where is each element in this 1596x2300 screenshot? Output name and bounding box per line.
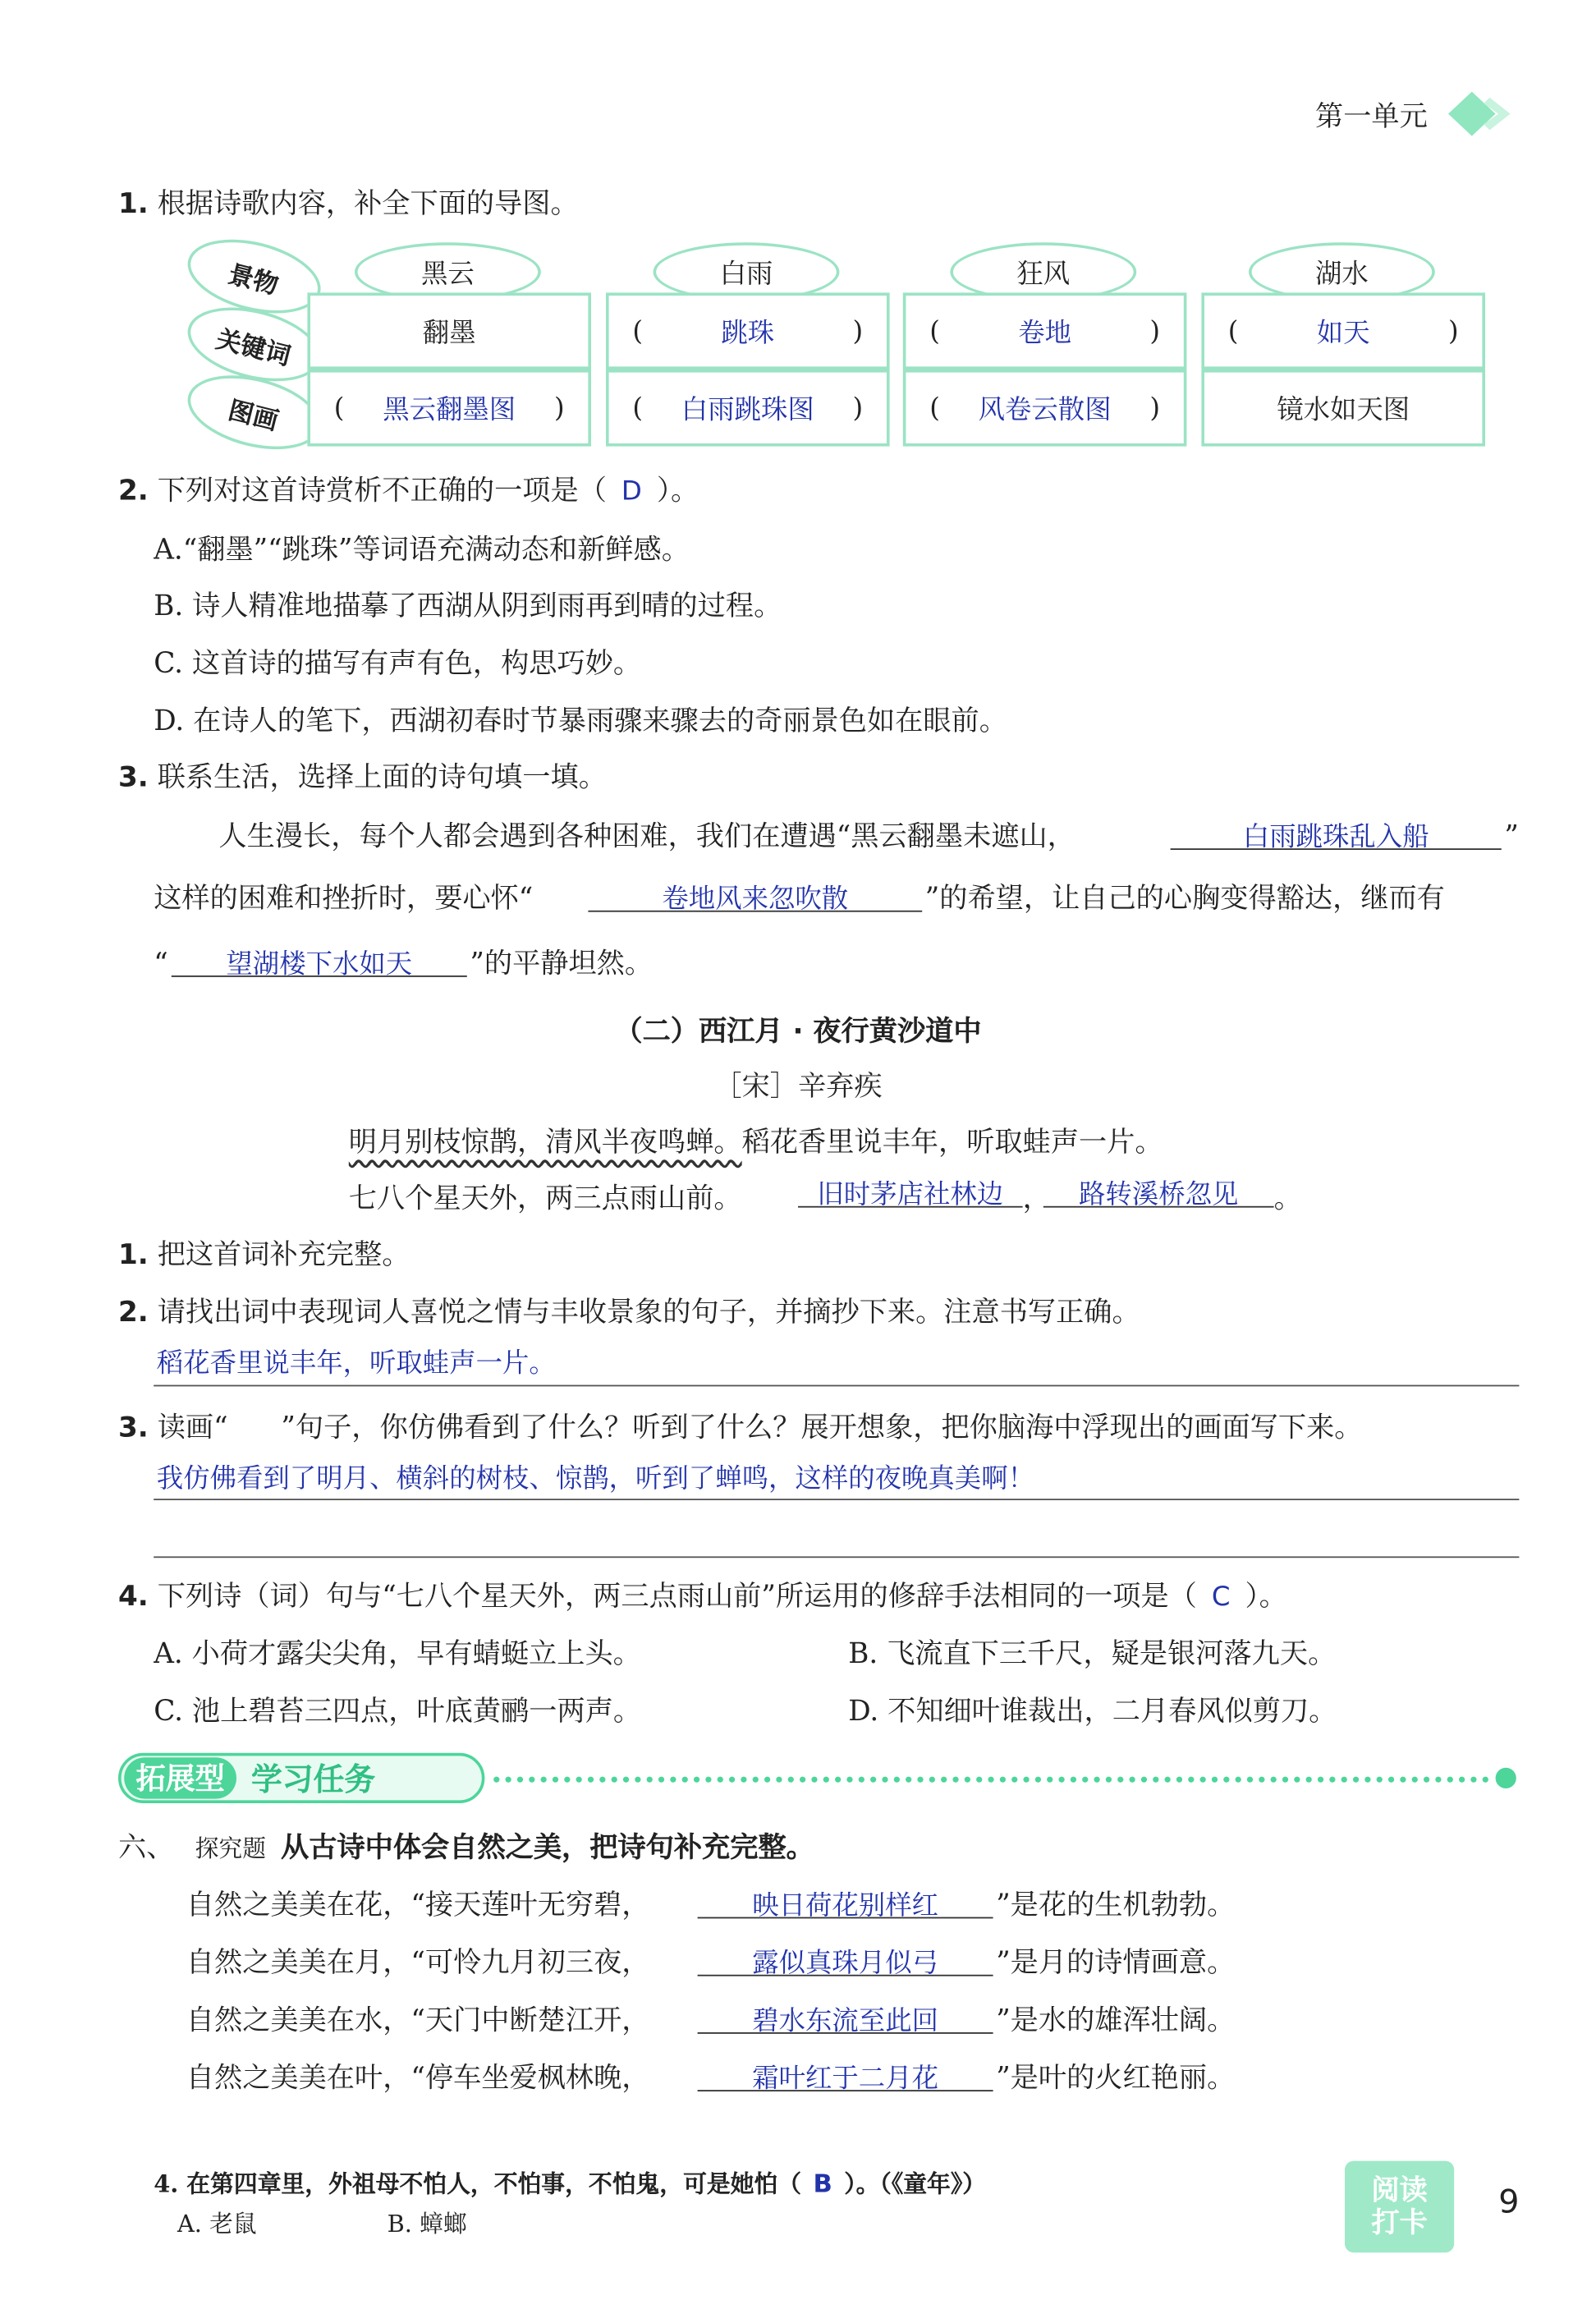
q3-prompt: 3. 联系生活，选择上面的诗句填一填。 bbox=[118, 761, 607, 794]
poem-blank-2: 路转溪桥忽见 bbox=[1043, 1173, 1274, 1207]
q2-prompt: 2. 下列对这首诗赏析不正确的一项是（ D ）。 bbox=[118, 474, 699, 507]
poem-line-1b: 稻花香里说丰年，听取蛙声一片。 bbox=[741, 1126, 1163, 1159]
poem-comma: ， bbox=[1022, 1182, 1051, 1215]
s2-q2-answer: 稻花香里说丰年，听取蛙声一片。 bbox=[156, 1347, 556, 1380]
map-label-scenery: 景物 bbox=[180, 227, 328, 325]
q1-prompt: 1. 根据诗歌内容，补全下面的导图。 bbox=[118, 187, 579, 221]
s6-row-4-pre: 自然之美美在叶，“停车坐爱枫林晚， bbox=[186, 2062, 650, 2095]
q3-blank-2: 卷地风来忽吹散 bbox=[588, 878, 922, 911]
diamond-icon bbox=[1445, 89, 1522, 139]
q3-quote-open: “ bbox=[154, 947, 168, 980]
map-picture-3: ( 风卷云散图 ) bbox=[903, 370, 1187, 447]
page-number: 9 bbox=[1498, 2184, 1520, 2222]
answer-picture-2: 白雨跳珠图 bbox=[681, 394, 814, 426]
footer-answer: B bbox=[813, 2169, 832, 2200]
s6-row-2-post: ”是月的诗情画意。 bbox=[996, 1946, 1236, 1980]
s6-blank-3: 碧水东流至此回 bbox=[698, 1999, 993, 2033]
footer-question: 4. 在第四章里，外祖母不怕人，不怕事，不怕鬼，可是她怕（ B ）。（《童年》） bbox=[154, 2169, 987, 2200]
map-keyword-1: 翻墨 bbox=[307, 292, 591, 370]
s2-q3-prompt: 3. 读画“ ”句子，你仿佛看到了什么？听到了什么？展开想象，把你脑海中浮现出的画面写下来。 bbox=[118, 1412, 1363, 1444]
task-tag: 拓展型 bbox=[124, 1757, 236, 1798]
divider-dot bbox=[1496, 1768, 1516, 1788]
poem-line-1 bbox=[349, 1120, 1163, 1160]
answer-line bbox=[154, 1556, 1519, 1558]
footer-option-a: A. 老鼠 bbox=[177, 2210, 257, 2238]
answer-picture-1: 黑云翻墨图 bbox=[383, 394, 516, 426]
q3-blank-3: 望湖楼下水如天 bbox=[172, 943, 467, 976]
s6-row-1-post: ”是花的生机勃勃。 bbox=[996, 1889, 1236, 1921]
s2-q1-prompt: 1. 把这首词补充完整。 bbox=[118, 1238, 410, 1271]
answer-keyword-2: 跳珠 bbox=[721, 318, 775, 349]
map-label-picture: 图画 bbox=[180, 363, 328, 461]
s6-prompt: 六、 探究题 从古诗中体会自然之美，把诗句补充完整。 bbox=[118, 1831, 814, 1864]
unit-title: 第一单元 bbox=[1315, 100, 1428, 133]
s2-q4-answer: C bbox=[1211, 1582, 1231, 1613]
q2-option-c: C. 这首诗的描写有声有色，构思巧妙。 bbox=[154, 647, 642, 680]
map-picture-1: ( 黑云翻墨图 ) bbox=[307, 370, 591, 447]
answer-keyword-3: 卷地 bbox=[1018, 318, 1071, 349]
map-keyword-3: ( 卷地 ) bbox=[903, 292, 1187, 370]
answer-picture-3: 风卷云散图 bbox=[978, 394, 1112, 426]
s6-row-3-post: ”是水的雄浑壮阔。 bbox=[996, 2004, 1236, 2037]
dotted-divider bbox=[493, 1777, 1489, 1783]
s6-blank-2: 露似真珠月似弓 bbox=[698, 1942, 993, 1976]
s6-blank-1: 映日荷花别样红 bbox=[698, 1885, 993, 1918]
s6-row-3-pre: 自然之美美在水，“天门中断楚江开， bbox=[186, 2004, 650, 2037]
map-picture-2: ( 白雨跳珠图 ) bbox=[606, 370, 890, 447]
task-banner bbox=[118, 1753, 484, 1803]
q3-quote-close: ” bbox=[1504, 820, 1519, 853]
q3-blank-1: 白雨跳珠乱入船 bbox=[1171, 816, 1502, 850]
answer-keyword-4: 如天 bbox=[1316, 318, 1370, 349]
poem-author: ［宋］辛弃疾 bbox=[713, 1070, 883, 1103]
s2-q3-answer: 我仿佛看到了明月、横斜的树枝、惊鹊，听到了蝉鸣，这样的夜晚真美啊！ bbox=[156, 1463, 1034, 1494]
map-scenery-1: 黑云 bbox=[355, 242, 541, 301]
s2-q4-option-d: D. 不知细叶谁裁出，二月春风似剪刀。 bbox=[848, 1695, 1337, 1728]
poem-line-1a: 明月别枝惊鹊，清风半夜鸣蝉。 bbox=[348, 1126, 742, 1159]
q3-text-1: 人生漫长，每个人都会遇到各种困难，我们在遭遇“黑云翻墨未遮山， bbox=[218, 820, 1075, 853]
footer-option-b: B. 蟑螂 bbox=[387, 2210, 467, 2238]
s2-q4-option-a: A. 小荷才露尖尖角，早有蜻蜓立上头。 bbox=[154, 1637, 641, 1670]
map-scenery-3: 狂风 bbox=[950, 242, 1136, 301]
s2-q4-option-c: C. 池上碧苔三四点，叶底黄鹂一两声。 bbox=[154, 1695, 642, 1728]
q3-text-2: 这样的困难和挫折时，要心怀“ bbox=[154, 882, 534, 916]
q3-text-2b: ”的希望，让自己的心胸变得豁达，继而有 bbox=[924, 882, 1445, 916]
s6-blank-4: 霜叶红于二月花 bbox=[698, 2058, 993, 2091]
s2-q4-option-b: B. 飞流直下三千尺，疑是银河落九天。 bbox=[848, 1637, 1337, 1670]
poem-period: 。 bbox=[1273, 1182, 1302, 1215]
answer-line bbox=[154, 1385, 1519, 1387]
poem-blank-1: 旧时茅店社林边 bbox=[798, 1173, 1023, 1207]
poem-line-2: 七八个星天外，两三点雨山前。 bbox=[348, 1182, 742, 1215]
s6-row-1-pre: 自然之美美在花，“接天莲叶无穷碧， bbox=[186, 1889, 650, 1921]
reading-checkin-badge: 阅读 打卡 bbox=[1345, 2161, 1454, 2253]
map-label-keyword: 关键词 bbox=[180, 295, 328, 393]
q2-option-a: A.“翻墨”“跳珠”等词语充满动态和新鲜感。 bbox=[154, 533, 690, 567]
s6-row-4-post: ”是叶的火红艳丽。 bbox=[996, 2062, 1236, 2095]
q2-option-d: D. 在诗人的笔下，西湖初春时节暴雨骤来骤去的奇丽景色如在眼前。 bbox=[154, 705, 1007, 738]
map-keyword-2: ( 跳珠 ) bbox=[606, 292, 890, 370]
s6-kind: 探究题 bbox=[195, 1834, 267, 1862]
map-scenery-2: 白雨 bbox=[654, 242, 840, 301]
q2-option-b: B. 诗人精准地描摹了西湖从阴到雨再到晴的过程。 bbox=[154, 590, 782, 622]
s6-row-2-pre: 自然之美美在月，“可怜九月初三夜， bbox=[186, 1946, 650, 1980]
s2-q4-prompt: 4. 下列诗（词）句与“七八个星天外，两三点雨山前”所运用的修辞手法相同的一项是（ C ）。 bbox=[118, 1580, 1287, 1613]
s2-q2-prompt: 2. 请找出词中表现词人喜悦之情与丰收景象的句子，并摘抄下来。注意书写正确。 bbox=[118, 1296, 1140, 1329]
q2-answer: D bbox=[621, 475, 642, 507]
map-keyword-4: ( 如天 ) bbox=[1201, 292, 1485, 370]
poem-title: （二）西江月 · 夜行黄沙道中 bbox=[614, 1015, 982, 1049]
map-picture-4: 镜水如天图 bbox=[1201, 370, 1485, 447]
answer-line bbox=[154, 1499, 1519, 1500]
task-title: 学习任务 bbox=[251, 1761, 376, 1797]
q3-text-3: ”的平静坦然。 bbox=[470, 947, 654, 980]
map-scenery-4: 湖水 bbox=[1249, 242, 1435, 301]
